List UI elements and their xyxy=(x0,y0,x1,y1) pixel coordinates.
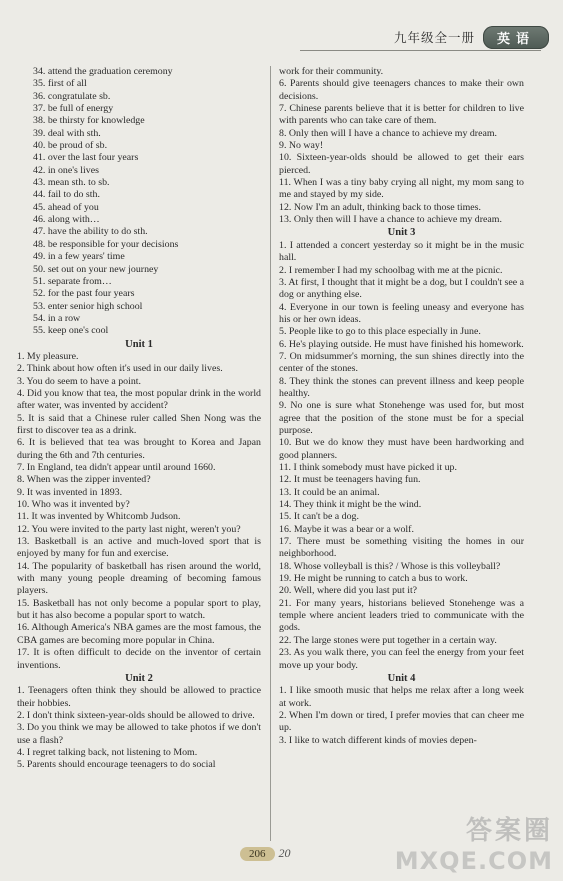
column-divider xyxy=(270,66,271,841)
answer-item: 18. Whose volleyball is this? / Whose is this volleyball? xyxy=(279,560,501,572)
answer-item: 54. in a row xyxy=(33,312,81,324)
answer-item: 3. You do seem to have a point. xyxy=(17,375,141,387)
answer-item: 12. It must be teenagers having fun. xyxy=(279,474,421,486)
answer-item: 21. For many years, historians believed Stonehenge was a temple where ancient leaders tried to communicate with the gods. xyxy=(279,597,524,634)
answer-item: 43. mean sth. to sb. xyxy=(33,177,110,189)
answer-item: 1. I like smooth music that helps me relax after a long week at work. xyxy=(279,685,524,709)
answer-item: 39. deal with sth. xyxy=(33,127,101,139)
answer-item: 48. be responsible for your decisions xyxy=(33,238,179,250)
answer-item: 8. Only then will I have a chance to achieve my dream. xyxy=(279,127,497,139)
answer-item: 4. Everyone in our town is feeling uneasy and everyone has his or her own ideas. xyxy=(279,301,524,325)
answer-item: 55. keep one's cool xyxy=(33,325,109,337)
answer-item: 6. Parents should give teenagers chances to make their own decisions. xyxy=(279,78,524,102)
answer-item: 49. in a few years' time xyxy=(33,251,125,263)
answer-item: 4. Did you know that tea, the most popular drink in the world after water, was invented by accident? xyxy=(17,387,261,412)
answer-item: 10. Who was it invented by? xyxy=(17,499,130,511)
answer-item: 2. When I'm down or tired, I prefer movies that can cheer me up. xyxy=(279,709,524,734)
answer-item: 45. ahead of you xyxy=(33,201,99,213)
header-grade: 九年级全一册 xyxy=(393,31,475,45)
unit-heading: Unit 3 xyxy=(387,227,416,239)
answer-item: 15. Basketball has not only become a popular sport to play, but it has also become a popular sport to watch. xyxy=(17,597,261,622)
answer-item: 23. As you walk there, you can feel the energy from your feet move up your body. xyxy=(279,647,524,671)
answer-item: 12. You were invited to the party last night, weren't you? xyxy=(17,523,241,535)
answer-item: 1. I attended a concert yesterday so it might be in the music hall. xyxy=(279,239,524,264)
answer-item: 40. be proud of sb. xyxy=(33,140,108,152)
page-number: 206 xyxy=(240,847,275,861)
answer-item: 8. When was the zipper invented? xyxy=(17,474,151,486)
answer-item: 14. The popularity of basketball has risen around the world, with many young people dreaming of becoming famous players. xyxy=(17,560,261,597)
left-column xyxy=(17,66,261,772)
subject-badge: 英语 xyxy=(483,26,549,49)
answer-item: 47. have the ability to do sth. xyxy=(33,226,148,238)
answer-item: 1. Teenagers often think they should be allowed to practice their hobbies. xyxy=(17,685,261,709)
answer-item: 13. Basketball is an active and much-loved sport that is enjoyed by many for fun and exercise. xyxy=(17,536,261,560)
answer-item: 53. enter senior high school xyxy=(33,300,143,312)
answer-item: 2. Think about how often it's used in our daily lives. xyxy=(17,363,223,375)
answer-item: 9. It was invented in 1893. xyxy=(17,486,123,498)
answer-item: 35. first of all xyxy=(33,78,87,90)
answer-item: 10. But we do know they must have been hardworking and good planners. xyxy=(279,437,524,461)
answer-item: 10. Sixteen-year-olds should be allowed to get their ears pierced. xyxy=(279,152,524,176)
watermark-text: 答案圈 xyxy=(465,816,553,846)
handwritten-page-mark: 20 xyxy=(278,846,291,860)
answer-item: 17. It is often difficult to decide on the inventor of certain inventions. xyxy=(17,647,261,671)
answer-item: 16. Maybe it was a bear or a wolf. xyxy=(279,523,414,535)
answer-item: 6. He's playing outside. He must have finished his homework. xyxy=(279,338,524,350)
answer-item: 22. The large stones were put together in a certain way. xyxy=(279,634,497,646)
header-rule xyxy=(300,50,541,51)
answer-item: 37. be full of energy xyxy=(33,103,114,115)
answer-item: 5. It is said that a Chinese ruler called Shen Nong was the first to discover tea as a drink. xyxy=(17,412,261,436)
answer-item: 5. People like to go to this place especially in June. xyxy=(279,326,481,338)
watermark-url: MXQE.COM xyxy=(394,847,553,875)
answer-item: 36. congratulate sb. xyxy=(33,90,111,102)
answer-item: 5. Parents should encourage teenagers to do social xyxy=(17,759,216,771)
answer-item: 38. be thirsty for knowledge xyxy=(33,115,145,127)
answer-item: 34. attend the graduation ceremony xyxy=(33,66,173,77)
unit-heading: Unit 2 xyxy=(125,672,153,684)
answer-item: 42. in one's lives xyxy=(33,164,99,176)
answer-item: 19. He might be running to catch a bus to work. xyxy=(279,573,468,585)
right-column xyxy=(279,66,524,747)
answer-item: 12. Now I'm an adult, thinking back to those times. xyxy=(279,201,481,213)
answer-item: 4. I regret talking back, not listening to Mom. xyxy=(17,746,198,758)
answer-item: 52. for the past four years xyxy=(33,288,135,300)
page-footer xyxy=(240,846,291,861)
answer-item: 44. fail to do sth. xyxy=(33,189,100,201)
answer-item: 13. It could be an animal. xyxy=(279,486,380,498)
answer-item: 20. Well, where did you last put it? xyxy=(279,585,418,597)
answer-item: 3. I like to watch different kinds of movies depen- xyxy=(279,734,477,746)
answer-item: 9. No way! xyxy=(279,140,324,152)
page-header xyxy=(394,26,549,48)
answer-item: 3. At first, I thought that it might be a dog, but I couldn't see a dog or anything else. xyxy=(279,276,524,301)
answer-item: 2. I don't think sixteen-year-olds should be allowed to drive. xyxy=(17,709,255,721)
answer-item: 17. There must be something visiting the homes in our neighborhood. xyxy=(279,536,524,560)
answer-item: 46. along with… xyxy=(33,214,100,226)
unit-heading: Unit 4 xyxy=(387,672,416,684)
answer-item: 14. They think it might be the wind. xyxy=(279,499,422,511)
answer-item: 50. set out on your new journey xyxy=(33,263,159,275)
answer-item: 7. Chinese parents believe that it is better for children to live with parents who can take care of them. xyxy=(279,103,524,127)
answer-item: 15. It can't be a dog. xyxy=(279,511,359,523)
answer-item: 7. On midsummer's morning, the sun shines directly into the center of the stones. xyxy=(279,350,524,375)
answer-item: 11. I think somebody must have picked it up. xyxy=(279,462,457,473)
answer-item: 16. Although America's NBA games are the most famous, the CBA games are becoming more popular in China. xyxy=(17,622,261,646)
answer-item: 11. It was invented by Whitcomb Judson. xyxy=(17,511,181,523)
answer-item: work for their community. xyxy=(279,66,384,77)
answer-item: 2. I remember I had my schoolbag with me at the picnic. xyxy=(279,264,503,276)
answer-item: 13. Only then will I have a chance to achieve my dream. xyxy=(279,214,502,226)
answer-item: 7. In England, tea didn't appear until around 1660. xyxy=(17,462,216,473)
answer-item: 3. Do you think we may be allowed to take photos if we don't use a flash? xyxy=(17,722,261,746)
answer-item: 11. When I was a tiny baby crying all night, my mom sang to me and stayed by my side. xyxy=(279,177,524,201)
answer-item: 8. They think the stones can prevent illness and keep people healthy. xyxy=(279,375,524,399)
watermark xyxy=(395,810,553,875)
answer-item: 51. separate from… xyxy=(33,275,112,287)
answer-item: 41. over the last four years xyxy=(33,152,139,164)
unit-heading: Unit 1 xyxy=(125,338,153,350)
answer-item: 9. No one is sure what Stonehenge was used for, but most agree that the position of the stone must be for a special purpose. xyxy=(279,400,524,436)
answer-item: 1. My pleasure. xyxy=(17,350,79,362)
answer-item: 6. It is believed that tea was brought to Korea and Japan during the 6th and 7th centuries. xyxy=(17,437,261,461)
